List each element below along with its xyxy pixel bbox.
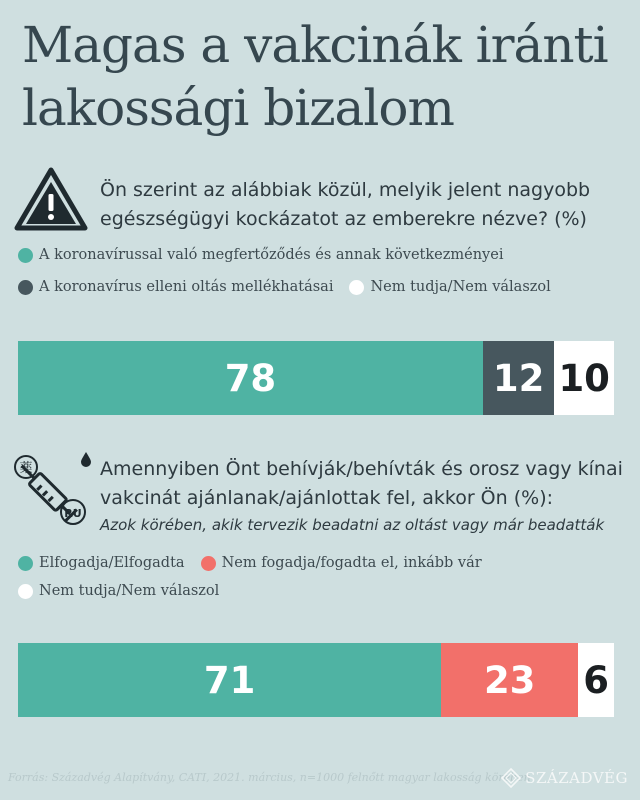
szazadveg-logo-icon — [501, 768, 521, 788]
legend-1-row-b — [18, 279, 567, 295]
legend-dot — [18, 280, 33, 295]
legend-item — [201, 555, 482, 571]
legend-label: Nem tudja/Nem válaszol — [39, 583, 220, 599]
legend-item — [18, 555, 185, 571]
brand-name: SZÁZADVÉG — [525, 769, 628, 787]
legend-label: Nem fogadja/fogadta el, inkább vár — [221, 555, 482, 571]
bar-segment — [441, 643, 578, 717]
legend-item — [349, 279, 550, 295]
legend-item — [18, 583, 219, 599]
legend-item — [18, 247, 503, 263]
bar-segment — [18, 341, 483, 415]
warning-triangle-icon — [14, 166, 88, 232]
question-1: Ön szerint az alábbiak közül, melyik jelent nagyobb egészségügyi kockázatot az emberekre nézve? (%) — [100, 179, 591, 230]
legend-item — [18, 279, 333, 295]
legend-dot — [201, 556, 216, 571]
bar-segment — [554, 341, 614, 415]
data-label: 23 — [483, 658, 536, 702]
syringe-vaccine-icon — [10, 450, 92, 534]
bar-segment — [18, 643, 441, 717]
page-title: Magas a vakcinák iránti lakossági bizalom — [22, 16, 608, 137]
legend-label: A koronavírussal való megfertőződés és annak következményei — [39, 247, 504, 263]
stacked-bar-1 — [18, 341, 614, 415]
data-label: 6 — [583, 658, 609, 702]
source-note: Forrás: Századvég Alapítvány, CATI, 2021. március, n=1000 felnőtt magyar lakosság körében — [8, 771, 531, 784]
data-label: 71 — [203, 658, 256, 702]
question-2-subtitle: Azok körében, akik tervezik beadatni az oltást vagy már beadatták — [100, 516, 605, 534]
legend-2-row-b — [18, 583, 235, 599]
brand-logo — [501, 768, 628, 788]
legend-label: Nem tudja/Nem válaszol — [370, 279, 551, 295]
svg-text:RU: RU — [64, 507, 82, 520]
legend-dot — [349, 280, 364, 295]
question-2: Amennyiben Önt behívják/behívták és orosz vagy kínai vakcinát ajánlanak/ajánlottak fel, akkor Ön (%): — [100, 458, 623, 509]
legend-dot — [18, 248, 33, 263]
stacked-bar-2 — [18, 643, 614, 717]
legend-2-row-a — [18, 555, 498, 571]
data-label: 10 — [558, 356, 610, 400]
legend-dot — [18, 584, 33, 599]
legend-1-row-a — [18, 247, 519, 263]
bar-segment — [578, 643, 614, 717]
data-label: 78 — [224, 356, 277, 400]
bar-segment — [483, 341, 555, 415]
legend-dot — [18, 556, 33, 571]
svg-text:薬: 薬 — [19, 461, 33, 476]
legend-label: A koronavírus elleni oltás mellékhatásai — [39, 279, 334, 295]
legend-label: Elfogadja/Elfogadta — [39, 555, 185, 571]
data-label: 12 — [492, 356, 545, 400]
